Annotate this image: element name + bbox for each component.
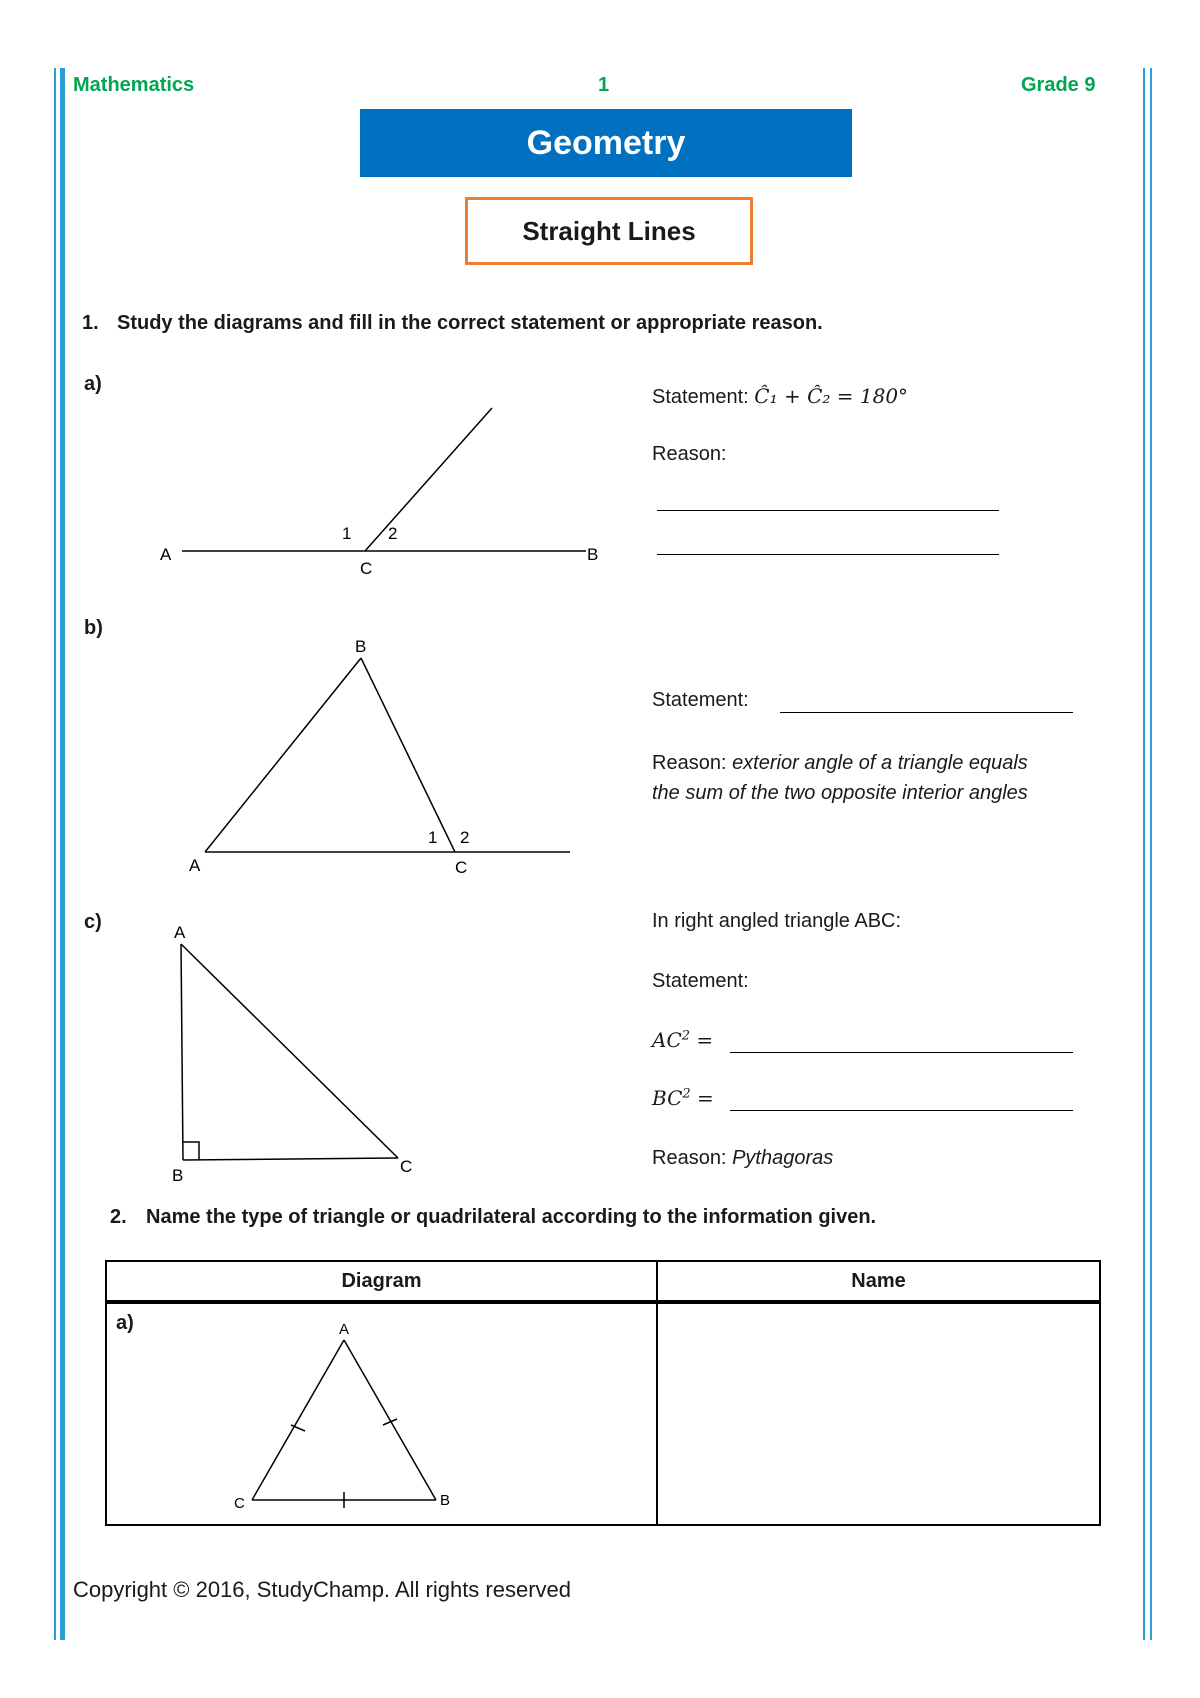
q1a-statement-label: Statement:: [652, 386, 749, 408]
right-border-outer: [1150, 68, 1152, 1640]
d1b-label-b: B: [355, 637, 367, 656]
q1b-reason: [652, 748, 1028, 808]
q1c-label: c): [84, 911, 102, 933]
q2-row-a-label: a): [116, 1312, 134, 1334]
q1b-statement-blank[interactable]: [780, 712, 1073, 713]
q1a-label: a): [84, 373, 102, 395]
side-ab: [205, 658, 361, 852]
header-page-number: 1: [598, 74, 610, 96]
footer-copyright: Copyright © 2016, StudyChamp. All rights reserved: [73, 1577, 572, 1602]
diagram-1b: [205, 658, 570, 852]
header-subject: Mathematics: [73, 74, 195, 96]
side-ac: [181, 944, 398, 1158]
diagram-1a: [182, 408, 586, 551]
left-border-inner: [60, 68, 65, 1640]
page-title: Geometry: [360, 109, 852, 177]
d1a-angle-1: 1: [342, 524, 352, 543]
q1b-reason-label: Reason:: [652, 752, 727, 774]
q2-table-header-name: Name: [657, 1261, 1100, 1302]
q1-instruction: Study the diagrams and fill in the correct statement or appropriate reason.: [117, 312, 823, 334]
right-angle-marker: [183, 1142, 199, 1160]
right-border-inner: [1143, 68, 1145, 1640]
q1a-statement-math: Ĉ₁ + Ĉ₂ = 180°: [754, 384, 909, 408]
d1a-label-b: B: [587, 545, 599, 564]
q1c-ac-squared: $AC^2$ =: [652, 1028, 714, 1052]
d1b-angle-1: 1: [428, 828, 438, 847]
d1c-label-b: B: [172, 1166, 184, 1185]
d1b-label-a: A: [189, 856, 201, 875]
q2-table-diagram-cell: [106, 1302, 657, 1525]
q1b-reason-line1: exterior angle of a triangle equals: [732, 752, 1028, 774]
q1b-reason-line2: the sum of the two opposite interior angles: [652, 782, 1028, 804]
d2a-label-c: C: [234, 1495, 245, 1512]
q1c-ac-blank[interactable]: [730, 1052, 1073, 1053]
d1b-label-c: C: [455, 858, 468, 877]
q1a-statement: [652, 384, 908, 409]
section-subtitle: Straight Lines: [465, 197, 753, 265]
d1a-angle-2: 2: [388, 524, 398, 543]
q1c-intro: In right angled triangle ABC:: [652, 910, 902, 932]
d1b-angle-2: 2: [460, 828, 470, 847]
d2a-label-a: A: [339, 1321, 350, 1338]
q1c-bc-squared: $BC^2$ =: [652, 1086, 714, 1110]
q1c-bc-blank[interactable]: [730, 1110, 1073, 1111]
d1c-label-a: A: [174, 923, 186, 942]
d1c-label-c: C: [400, 1157, 413, 1176]
side-bc: [183, 1158, 398, 1160]
q2-table: [105, 1260, 1101, 1526]
q1c-statement-label: Statement:: [652, 970, 749, 992]
q2-table-name-cell[interactable]: [657, 1302, 1100, 1525]
ray-c: [365, 408, 492, 551]
q2-table-header-diagram: Diagram: [106, 1261, 657, 1302]
side-ab: [181, 944, 183, 1160]
q1-number: 1.: [82, 312, 99, 334]
side-bc: [361, 658, 455, 852]
q1a-reason-blank-2[interactable]: [657, 554, 999, 555]
q1c-reason-value: Pythagoras: [732, 1147, 834, 1169]
header-grade: Grade 9: [1021, 74, 1096, 96]
q1b-statement-label: Statement:: [652, 689, 749, 711]
q2-number: 2.: [110, 1206, 127, 1228]
q1c-reason: [652, 1147, 833, 1170]
d2a-label-b: B: [440, 1492, 451, 1509]
d1a-label-c: C: [360, 559, 373, 578]
left-border-outer: [54, 68, 56, 1640]
q1c-reason-label: Reason:: [652, 1147, 727, 1169]
q1a-reason-blank-1[interactable]: [657, 510, 999, 511]
d1a-label-a: A: [160, 545, 172, 564]
diagram-1c: [181, 944, 398, 1160]
q1b-label: b): [84, 617, 103, 639]
q2-instruction: Name the type of triangle or quadrilateral according to the information given.: [146, 1206, 877, 1228]
q1a-reason-label: Reason:: [652, 443, 727, 465]
